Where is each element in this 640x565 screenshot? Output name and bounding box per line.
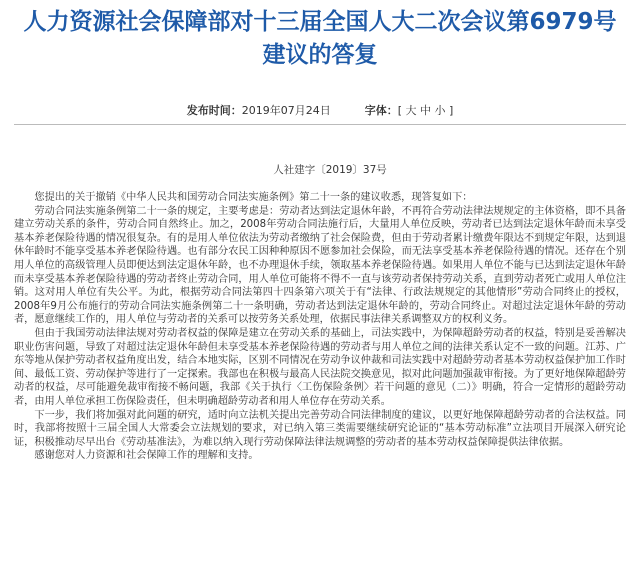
font-size-small-link[interactable]: 小 (434, 104, 446, 117)
article-title-line-2: 建议的答复 (262, 42, 378, 68)
body-paragraph-3: 但由于我国劳动法律法规对劳动者权益的保障是建立在劳动关系的基础上，司法实践中，为保障超龄劳动者的权益，特别是妥善解决职业伤害问题，导致了对超过法定退休年龄但未享受基本养老保险待遇的劳动者与用人单位之间的法律关系认定不一致的问题。江苏、广东等地从保护劳动者权益角度出发，结合本地实际，区别不同情况在劳动争议仲裁和司法实践中对超龄劳动者基本劳动权益保护加工作时间、最低工资、劳动保护等进行了一定探索。我部也在积极与最高人民法院交换意见，拟对此问题加强裁审衔接。为了更好地保障超龄劳动者的权益，尽可能避免裁审衔接不畅问题，我部《关于执行〈工伤保险条例〉若干问题的意见（二）》明确，符合一定情形的超龄劳动者，由用人单位承担工伤保险责任，但未明确超龄劳动者和用人单位存在劳动关系。 (14, 327, 626, 407)
article-meta (0, 104, 640, 118)
font-size-label: 字体： (364, 104, 398, 117)
body-paragraph-2: 劳动合同法实施条例第二十一条的规定，主要考虑是：劳动者达到法定退休年龄，不再符合劳动法律法规规定的主体资格，即不具备建立劳动关系的条件，劳动合同自然终止。加之，2008年劳动合同法施行后，大量用人单位反映，劳动者已达到法定退休年龄而未享受基本养老保险待遇的情况很复杂。有的是用人单位依法为劳动者缴纳了社会保险费，但由于劳动者累计缴费年限达不到规定年限，达到退休年龄时不能享受基本养老保险待遇。也有部分农民工因种种原因不愿参加社会保险，而无法享受基本养老保险待遇的情况。还存在个别用人单位的高级管理人员即便达到法定退休年龄，也不办理退休手续，领取基本养老保险待遇。如果用人单位不能与已达到法定退休年龄而未享受基本养老保险待遇的劳动者终止劳动合同，用人单位可能将不得不一直与该劳动者保持劳动关系，直到劳动者死亡或用人单位注销。这对用人单位有失公平。为此，根据劳动合同法第四十四条第六项关于有“法律、行政法规规定的其他情形”劳动合同终止的授权，2008年9月公布施行的劳动合同法实施条例第二十一条明确，劳动者达到法定退休年龄的，劳动合同终止。对超过法定退休年龄的劳动者，愿意继续工作的，用人单位与劳动者的关系可以按劳务关系处理，依据民事法律关系调整双方的权利义务。 (14, 205, 626, 326)
body-paragraph-1: 您提出的关于撤销《中华人民共和国劳动合同法实施条例》第二十一条的建议收悉，现答复如下： (34, 192, 473, 203)
article-title (10, 6, 630, 72)
font-size-large-link[interactable]: 大 (405, 104, 417, 117)
article-body (14, 191, 626, 463)
article-title-line-1: 人力资源社会保障部对十三届全国人大二次会议第6979号 (23, 9, 617, 35)
meta-divider (14, 124, 626, 125)
font-size-bracket-close: ] (449, 104, 454, 117)
body-paragraph-4: 下一步，我们将加强对此问题的研究，适时向立法机关提出完善劳动合同法律制度的建议，以更好地保障超龄劳动者的合法权益。同时，我部将按照十三届全国人大常委会立法规划的要求，对已纳入第三类需要继续研究论证的“基本劳动标准”立法项目开展深入研究论证，积极推动尽早出台《劳动基准法》，为难以纳入现行劳动保障法律法规调整的劳动者的基本劳动权益保障提供法律依据。 (14, 409, 626, 448)
body-paragraph-5: 感谢您对人力资源和社会保障工作的理解和支持。 (34, 450, 259, 462)
publish-label: 发布时间： (186, 104, 242, 117)
font-size-bracket-open: [ (397, 104, 402, 117)
publish-date: 2019年07月24日 (241, 104, 331, 117)
font-size-medium-link[interactable]: 中 (420, 104, 431, 117)
document-number: 人社建字〔2019〕37号 (273, 164, 387, 176)
